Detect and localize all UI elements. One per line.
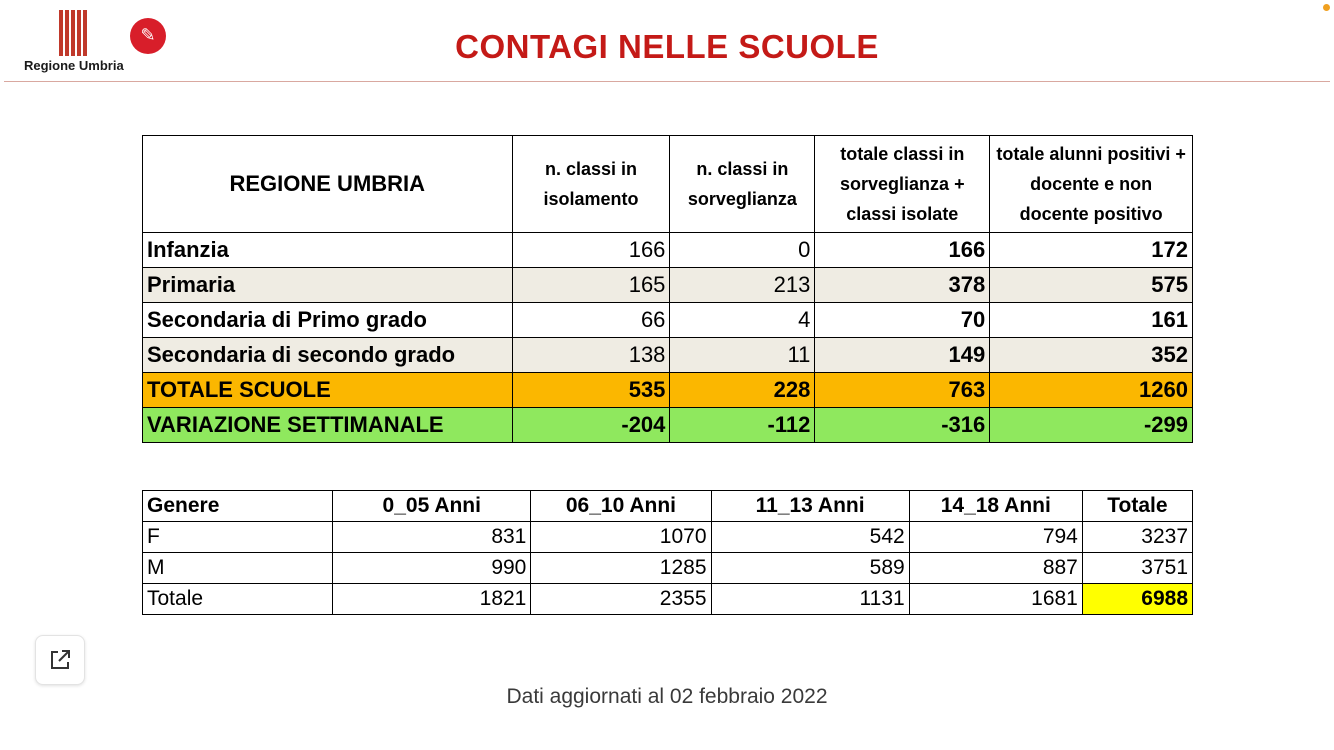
- table-cell: 1681: [909, 584, 1082, 615]
- table-header-row: [143, 491, 1193, 522]
- row-label: Primaria: [143, 268, 513, 303]
- column-header: 14_18 Anni: [909, 491, 1082, 522]
- external-link-icon: [48, 648, 72, 672]
- table-cell: 172: [990, 233, 1193, 268]
- row-label: Secondaria di secondo grado: [143, 338, 513, 373]
- table-cell: -204: [512, 408, 670, 443]
- health-logo-icon: ✎: [130, 18, 166, 54]
- page-title: CONTAGI NELLE SCUOLE: [455, 28, 879, 65]
- table-header-row: [143, 136, 1193, 233]
- table-cell: 1131: [711, 584, 909, 615]
- title-divider: [4, 81, 1330, 82]
- table-cell: 575: [990, 268, 1193, 303]
- table-row: [143, 522, 1193, 553]
- table-row: [143, 233, 1193, 268]
- table-row: [143, 553, 1193, 584]
- table-row: [143, 584, 1193, 615]
- table-cell: 228: [670, 373, 815, 408]
- table-cell: 11: [670, 338, 815, 373]
- table-cell: -112: [670, 408, 815, 443]
- table-cell: -299: [990, 408, 1193, 443]
- table-cell: 149: [815, 338, 990, 373]
- table-cell: 4: [670, 303, 815, 338]
- table-cell: 3237: [1082, 522, 1192, 553]
- column-header: n. classi in sorveglianza: [670, 136, 815, 233]
- column-header: Genere: [143, 491, 333, 522]
- table-cell: 1260: [990, 373, 1193, 408]
- table-cell: 2355: [531, 584, 711, 615]
- gender-age-table: [142, 490, 1193, 615]
- table-cell: 589: [711, 553, 909, 584]
- row-label: TOTALE SCUOLE: [143, 373, 513, 408]
- grand-total-cell: 6988: [1082, 584, 1192, 615]
- table-cell: 542: [711, 522, 909, 553]
- row-label: VARIAZIONE SETTIMANALE: [143, 408, 513, 443]
- table-cell: 213: [670, 268, 815, 303]
- row-label: Infanzia: [143, 233, 513, 268]
- row-label: Totale: [143, 584, 333, 615]
- table-cell: 0: [670, 233, 815, 268]
- column-header: 0_05 Anni: [333, 491, 531, 522]
- row-label: M: [143, 553, 333, 584]
- table-cell: 1285: [531, 553, 711, 584]
- table-cell: 3751: [1082, 553, 1192, 584]
- table-cell: 887: [909, 553, 1082, 584]
- table-cell: 166: [815, 233, 990, 268]
- column-header: totale alunni positivi + docente e non docente positivo: [990, 136, 1193, 233]
- table-cell: 352: [990, 338, 1193, 373]
- row-label: F: [143, 522, 333, 553]
- table-cell: 70: [815, 303, 990, 338]
- update-date-note: Dati aggiornati al 02 febbraio 2022: [506, 685, 828, 708]
- table-row: [143, 268, 1193, 303]
- table-row: [143, 338, 1193, 373]
- table-row: [143, 303, 1193, 338]
- status-dot: [1323, 4, 1330, 11]
- table-cell: 763: [815, 373, 990, 408]
- table-cell: 535: [512, 373, 670, 408]
- table-cell: 1821: [333, 584, 531, 615]
- logo-text: Regione Umbria: [24, 58, 124, 73]
- column-header: 11_13 Anni: [711, 491, 909, 522]
- column-header: Totale: [1082, 491, 1192, 522]
- table-cell: 138: [512, 338, 670, 373]
- total-row: [143, 373, 1193, 408]
- column-header: 06_10 Anni: [531, 491, 711, 522]
- table-cell: 66: [512, 303, 670, 338]
- table-cell: 378: [815, 268, 990, 303]
- table-cell: 794: [909, 522, 1082, 553]
- table-cell: 165: [512, 268, 670, 303]
- column-header: n. classi in isolamento: [512, 136, 670, 233]
- column-header: REGIONE UMBRIA: [143, 136, 513, 233]
- variation-row: [143, 408, 1193, 443]
- column-header: totale classi in sorveglianza + classi isolate: [815, 136, 990, 233]
- table-cell: 1070: [531, 522, 711, 553]
- table-cell: 831: [333, 522, 531, 553]
- row-label: Secondaria di Primo grado: [143, 303, 513, 338]
- table-cell: -316: [815, 408, 990, 443]
- table-cell: 990: [333, 553, 531, 584]
- open-external-button[interactable]: [35, 635, 85, 685]
- table-cell: 166: [512, 233, 670, 268]
- table-cell: 161: [990, 303, 1193, 338]
- classes-table: [142, 135, 1193, 443]
